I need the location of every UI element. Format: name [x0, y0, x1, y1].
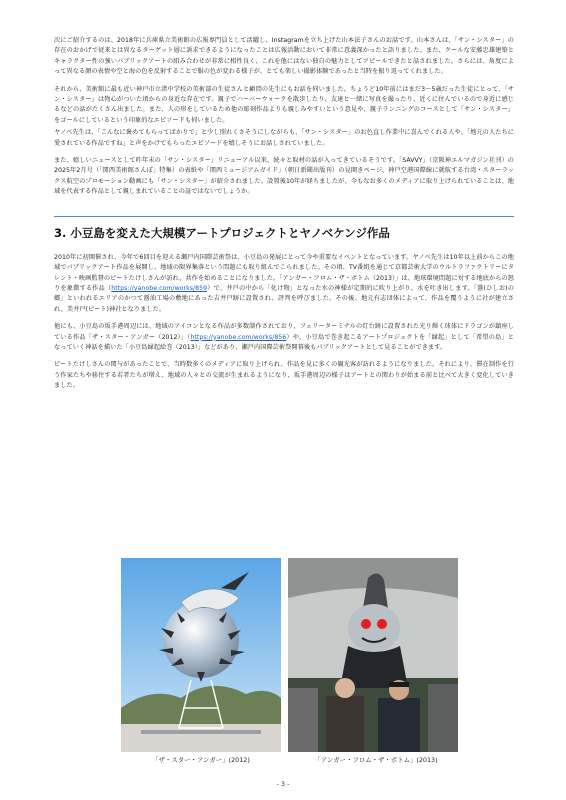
- star-anger-photo: [121, 558, 281, 752]
- photo-row: [121, 558, 461, 770]
- paragraph-news: また、嬉しいニュースとして昨年末の「サン・シスター」リニューアル以来、続々と取材の話が入ってきているそうです。「SAVVY」（京阪神エルマガジン社刊）の2025年2月号（「関西美術館さんぽ」特集）の表紙や「関西ミュージアムガイド」（朝日新聞出版刊）の見開きページ、神戸空港国際線に就航する台湾・スターラックス航空のプロモーション動画にも「サン・シスター」が紹介されました。設置後10年が経ちましたが、今もなお多くのメディアに取り上げられていることは、地域を代表する作品として親しまれていることの証ではないでしょうか。: [54, 157, 514, 196]
- star-anger-caption: 「ザ・スター・アンガー」(2012): [152, 756, 250, 764]
- document-page: [54, 36, 514, 399]
- paragraph-sakate: 他にも、小豆島の坂手港周辺には、地域のアイコンとなる作品が多数制作されており、フェリーターミナルの灯台跡に設置された光り輝く球体にドラゴンが鎮座している作品「ザ・スター・アンガー（2012）」（https://yanobe.com/works/856）や、小豆島で巻き起こるアートプロジェクトを「縁起」として「希望の島」となっていく神話を描いた「小豆島縁起絵巻（2013）」などがあり、瀬戸内国際芸術祭開幕後もパブリックアートとして見ることができます。: [54, 323, 514, 351]
- works-859-link[interactable]: https://yanobe.com/works/859: [111, 284, 208, 292]
- paragraph-nagisa: それから、美術館に最も近い神戸市立渚中学校の美術部の生徒さんと顧問の先生にもお話を伺いました。ちょうど10年前にはまだ3～5歳だった生徒にとって、「サン・シスター」は物心がついた頃からの身近な存在です。親子でハーバーウォークを散歩したり、友達と一緒に写真を撮ったり、近くに住んでいるので身近に感じるなどの話がたくさん出ました。また、人の形をしているため他の彫刻作品よりも親しみやすいという意見や、親子ランニングのコースとして「サン・シスター」をゴールにしているという印象的なエピソードも伺いました。: [54, 85, 514, 124]
- paragraph-yamamoto: 次にご紹介するのは、2018年に兵庫県立美術館の広報専門員として活躍し、Instagramを立ち上げた山本法子さんのお話です。山本さんは、「サン・シスター」の存在のおかげで従来とは異なるターゲット層に訴求できるようになったことは広報活動において非常に意義深かったと語りました。また、クールな安藤忠雄建築とキャラクター性の強いパブリックアートの組み合わせが非常に相性良く、これを他にはない独自の魅力としてアピールできたと話されました。さらには、角度によって異なる顔の表情や空と海の色を反射することで服の色が変わる様子が、とても楽しい撮影体験であったと当時を振り返ってくれました。: [54, 37, 514, 76]
- works-856-link[interactable]: https://yanobe.com/works/856: [190, 333, 287, 341]
- paragraph-yanobe: ヤノベ先生は、「こんなに褒めてもらってばかりで」と少し照れくさそうにしながらも、「サン・シスター」のお色直し作業中に喜んでくれる人や、「地元の人たちに愛されている作品ですね」と声をかけてもらったエピソードを嬉しそうにお話しされていました。: [54, 129, 514, 147]
- anger-from-the-bottom-photo: [288, 558, 458, 752]
- section-divider: [54, 216, 514, 217]
- anger-from-the-bottom-caption: 「アンガー・フロム・ザ・ボトム」(2013): [314, 756, 438, 764]
- paragraph-setouchi: 2010年に初開催され、今年で6回目を迎える瀬戸内国際芸術祭は、小豆島の発展にとって今や重要なイベントとなっています。ヤノベ先生は10年以上前からこの地域でパブリックアート作品を展開し、地域の限界集落という問題にも取り組んでこられました。その頃、TV番組を通じて京都芸術大学のウルトラファクトリーにタレント・映画監督のピートたけしさんが訪れ、共作を始めることになりました。「アンガー・フロム・ザ・ボトム（2013）」は、地球環境問題に対する地底からの怒りを象徴する作品（https://yanobe.com/works/859）で、井戸の中から「化け物」となった水の神様が定期的に吹り上がり、水を吐き出します。「醤(ひしお)の郷」といわれるエリアのかつて醤油工場の敷地にあった吉井戸跡に設置され、評判を呼びました。その後、地元有志団体によって、作品を覆うように社が建立され、美井戸(ビート)神社となりました。: [54, 253, 515, 313]
- section-title: 3. 小豆島を変えた大規模アートプロジェクトとヤノベケンジ作品: [54, 225, 390, 240]
- paragraph-beat-takeshi: ピートたけしさんの関与があったことで、当時数多くのメディアに取り上げられ、作品を見に多くの観光客が訪れるようになりました。それにより、滞在制作を行う作家たちや移住する若者たちが増え、地域の人々との交流が生まれるようになり、坂手港周辺の様子はアートとの関わりが始まる前と比べて大きく変化していきました。: [54, 361, 514, 390]
- page-number: - 3 -: [276, 780, 290, 788]
